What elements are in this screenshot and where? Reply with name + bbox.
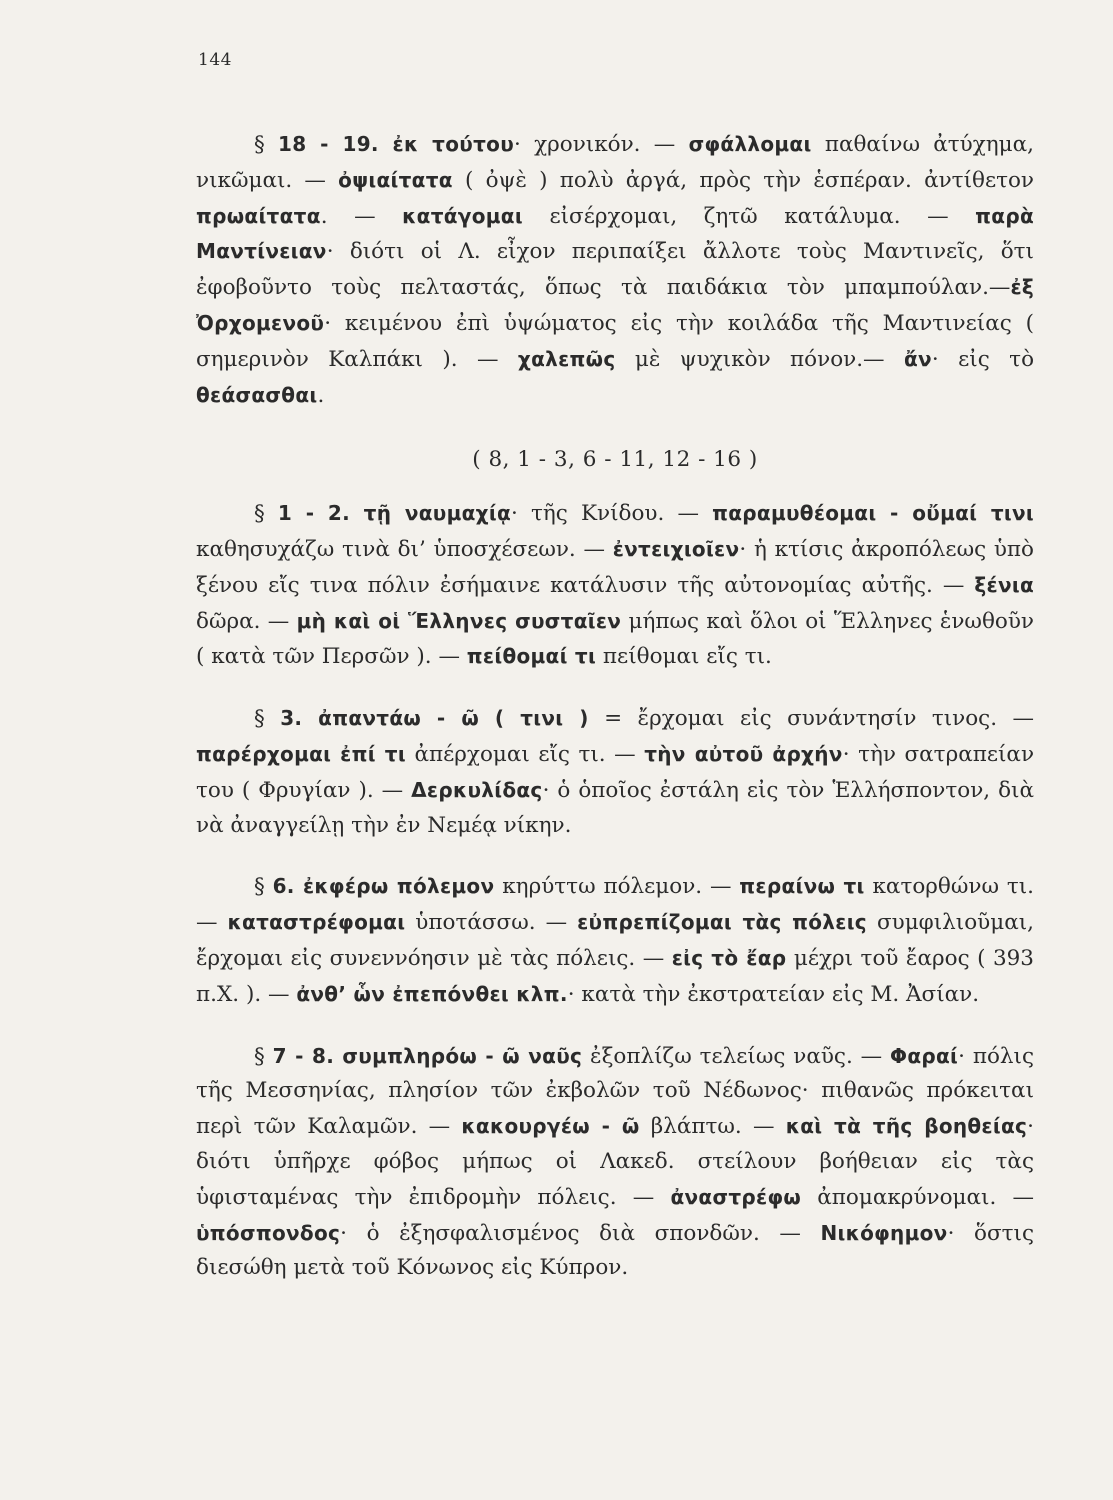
lemma-term: χαλεπῶς (517, 346, 616, 371)
gloss-text: § (254, 1043, 273, 1069)
lemma-term: ὀψιαίτατα (338, 167, 453, 192)
lemma-term: σφάλλομαι (688, 132, 812, 156)
lemma-term: 7 - 8. συμπληρόω - ῶ ναῦς (272, 1043, 583, 1068)
lemma-term: περαίνω τι (739, 874, 865, 899)
gloss-text: μὲ ψυχικὸν πόνον.— (615, 346, 904, 372)
gloss-text: . — (320, 203, 403, 229)
gloss-text: . (317, 382, 325, 408)
gloss-text: πείθομαι εἴς τι. (596, 644, 772, 670)
gloss-text: μέχρι τοῦ ἔαρος ( 393 π.Χ. ). — (196, 945, 1034, 1007)
gloss-text: ἀπομακρύνομαι. — (801, 1184, 1034, 1210)
gloss-text: ὑποτάσσω. — (405, 910, 578, 936)
gloss-text: · εἰς τὸ (931, 346, 1035, 372)
lemma-term: εὐπρεπίζομαι τὰς πόλεις (577, 910, 867, 935)
lemma-term: πείθομαί τι (466, 644, 597, 669)
lemma-term: ἀνθ’ ὧν ἐπεπόνθει κλπ. (296, 981, 568, 1006)
paragraph-7-8 (196, 1039, 1034, 1287)
gloss-text: · πόλις τῆς Μεσσηνίας, πλησίον τῶν ἐκβολῶν τοῦ Νέδωνος· πιθανῶς πρόκειται περὶ τῶν Καλαμῶν. — (196, 1043, 1035, 1140)
lemma-term: 18 - 19. ἐκ τούτου (278, 132, 514, 156)
gloss-text: ( 8, 1 - 3, 6 - 11, 12 - 16 ) (472, 447, 758, 473)
gloss-text: § (254, 132, 279, 157)
gloss-text: § (254, 501, 278, 527)
gloss-text: § (254, 706, 281, 732)
lemma-term: καταστρέφομαι (227, 910, 406, 935)
gloss-text: καθησυχάζω τινὰ δι’ ὑποσχέσεων. — (196, 536, 613, 562)
lemma-term: εἰς τὸ ἔαρ (671, 945, 787, 970)
gloss-text: παθαίνω ἀτύχημα, νικῶμαι. — (196, 132, 1034, 193)
lemma-term: μὴ καὶ οἱ Ἕλληνες συσταῖεν (296, 608, 622, 633)
gloss-text: · κειμένου ἐπὶ ὑψώματος εἰς τὴν κοιλάδα τῆς Μαντινείας ( σημερινὸν Καλπάκι ). — (196, 310, 1034, 372)
gloss-text: · ὅστις διεσώθη μετὰ τοῦ Κόνωνος εἰς Κύπρον. (196, 1220, 1034, 1281)
lemma-term: παρὰ Μαντίνειαν (196, 203, 1034, 264)
lemma-term: ξένια (974, 572, 1034, 597)
lemma-term: τὴν αὐτοῦ ἀρχήν (644, 741, 843, 766)
section-reference (196, 443, 1034, 478)
commentary-body (196, 127, 1034, 1312)
lemma-term: ἐντειχιοῖεν (612, 536, 740, 561)
paragraph-3 (196, 701, 1034, 843)
lemma-term: πρωαίτατα (196, 203, 321, 228)
lemma-term: παρέρχομαι ἐπί τι (196, 741, 406, 766)
lemma-term: κακουργέω - ῶ (461, 1114, 640, 1139)
lemma-term: ἀναστρέφω (670, 1184, 802, 1209)
gloss-text: · ἡ κτίσις ἀκροπόλεως ὑπὸ ξένου εἴς τινα πόλιν ἐσήμαινε κατάλυσιν τῆς αὐτονομίας αὐτῆς. — (196, 536, 1034, 598)
gloss-text: κατορθώνω τι. — (196, 874, 1034, 936)
gloss-text: · διότι οἱ Λ. εἶχον περιπαίξει ἄλλοτε τοὺς Μαντινεῖς, ὅτι ἐφοβοῦντο τοὺς πελταστάς, ὅπως τὰ παιδάκια τὸν μπαμπούλαν.— (196, 239, 1034, 301)
lemma-term: κατάγομαι (402, 203, 523, 228)
gloss-text: κηρύττω πόλεμον. — (494, 874, 740, 900)
paragraph-1-2 (196, 496, 1034, 675)
lemma-term: 1 - 2. τῇ ναυμαχίᾳ (277, 501, 511, 526)
lemma-term: ὑπόσπονδος (196, 1220, 341, 1245)
gloss-text: μήπως καὶ ὅλοι οἱ Ἕλληνες ἑνωθοῦν ( κατὰ τῶν Περσῶν ). — (196, 608, 1034, 670)
lemma-term: καὶ τὰ τῆς βοηθείας (785, 1114, 1028, 1139)
gloss-text: ἀπέρχομαι εἴς τι. — (405, 741, 645, 767)
gloss-text: § (254, 874, 273, 900)
lemma-term: Δερκυλίδας (411, 777, 543, 802)
lemma-term: Νικόφημον (820, 1220, 948, 1245)
gloss-text: συμφιλιοῦμαι, ἔρχομαι εἰς συνεννόησιν μὲ τὰς πόλεις. — (196, 910, 1034, 971)
gloss-text: εἰσέρχομαι, ζητῶ κατάλυμα. — (522, 203, 976, 229)
lemma-term: ἐξ Ὀρχομενοῦ (196, 275, 1034, 335)
lemma-term: 3. ἀπαντάω - ῶ ( τινι ) (280, 706, 589, 731)
lemma-term: 6. ἐκφέρω πόλεμον (272, 874, 495, 899)
paragraph-18-19 (196, 127, 1034, 413)
gloss-text: · ὁ ὁποῖος ἐστάλη εἰς τὸν Ἑλλήσποντον, διὰ νὰ ἀναγγείλῃ τὴν ἐν Νεμέᾳ νίκην. (196, 777, 1034, 838)
page-number: 144 (198, 50, 232, 70)
lemma-term: Φαραί (890, 1043, 959, 1068)
gloss-text: · διότι ὑπῆρχε φόβος μήπως οἱ Λακεδ. στείλουν βοήθειαν εἰς τὰς ὑφισταμένας τὴν ἐπιδρομὴν πόλεις. — (196, 1114, 1034, 1210)
gloss-text: ἐξοπλίζω τελείως ναῦς. — (582, 1043, 891, 1069)
lemma-term: παραμυθέομαι - οὔμαί τινι (712, 501, 1034, 526)
gloss-text: βλάπτω. — (639, 1114, 786, 1140)
paragraph-6 (196, 869, 1034, 1012)
lemma-term: θεάσασθαι (196, 382, 318, 407)
gloss-text: · τῆς Κνίδου. — (510, 501, 713, 527)
gloss-text: · χρονικόν. — (514, 132, 689, 157)
gloss-text: · κατὰ τὴν ἐκστρατείαν εἰς Μ. Ἀσίαν. (567, 981, 980, 1007)
gloss-text: · τὴν σατραπείαν του ( Φρυγίαν ). — (196, 741, 1035, 803)
gloss-text: · ὁ ἐξησφαλισμένος διὰ σπονδῶν. — (340, 1220, 821, 1246)
lemma-term: ἄν (903, 346, 932, 371)
gloss-text: = ἔρχομαι εἰς συνάντησίν τινος. — (588, 706, 1034, 732)
gloss-text: δῶρα. — (196, 608, 297, 634)
gloss-text: ( ὀψὲ ) πολὺ ἀργά, πρὸς τὴν ἑσπέραν. ἀντίθετον (452, 167, 1034, 193)
